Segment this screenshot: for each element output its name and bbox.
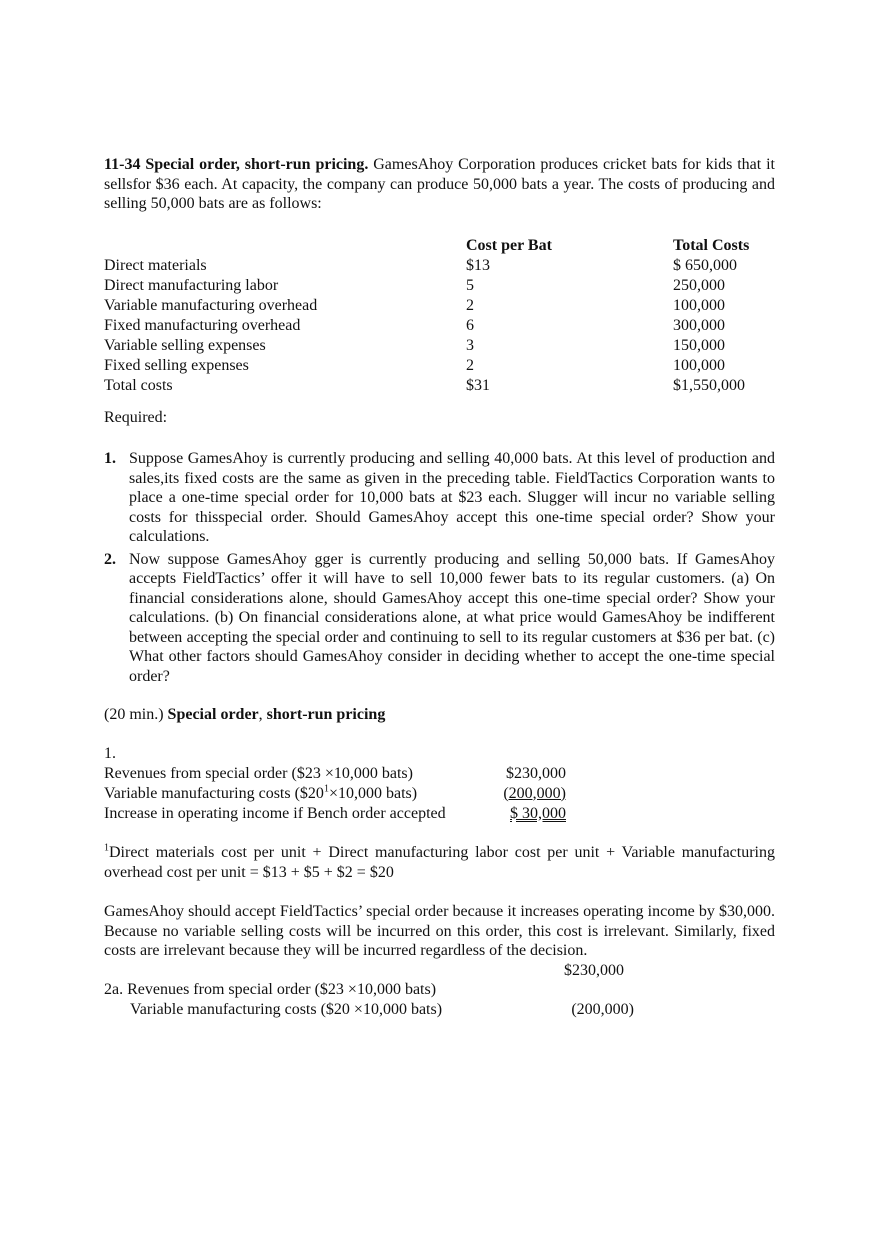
- solution-time: (20 min.): [104, 706, 164, 723]
- table-row: [104, 763, 566, 783]
- table-row: Fixed manufacturing overhead 6 300,000: [104, 317, 725, 334]
- stray-amount: $230,000: [564, 961, 624, 979]
- footnote: $^1$Direct materials cost per unit + Direct manufacturing labor cost per unit + Variable manufacturing overhead cost per unit = $13 + $5 + $2 = $20: [104, 842, 775, 881]
- solution-title-sep: ,: [258, 706, 267, 723]
- cost-table: [104, 236, 775, 396]
- document-page: [104, 155, 775, 1020]
- calc-amount: $ 30,000: [510, 804, 566, 822]
- calc-table: [104, 763, 566, 823]
- cost-table-header: [104, 236, 775, 256]
- requirement-text: Now suppose GamesAhoy gger is currently producing and selling 50,000 bats. If GamesAhoy accepts FieldTactics’ offer it will have to sell 10,000 fewer bats to its regular customers. (a) On financial considerations alone, should GamesAhoy accept this one-time special order? Show your calculations. (b) On financial considerations alone, at what price would GamesAhoy be indifferent between accepting the special order and continuing to sell to its regular customers at $36 per bat. (c) What other factors should GamesAhoy consider in deciding whether to accept the one-time special order?: [129, 550, 775, 685]
- required-label: Required:: [104, 408, 168, 426]
- solution-title-a: Special order: [167, 706, 259, 723]
- table-row: Total costs $31 $1,550,000: [104, 377, 745, 394]
- part1-label: 1.: [104, 744, 116, 762]
- problem-text: GamesAhoy Corporation produces cricket bats for kids that it sellsfor $36 each. At capacity, the company can produce 50,000 bats a year. The costs of producing and selling 50,000 bats are as follows:: [104, 156, 776, 212]
- calc-amount: $230,000: [506, 764, 566, 782]
- table-row: Variable selling expenses 3 150,000: [104, 337, 725, 354]
- calc-label: Revenues from special order ($23 ×10,000 bats): [104, 764, 413, 782]
- calc-amount: (200,000): [503, 784, 566, 802]
- requirement-number: 2.: [104, 550, 116, 568]
- conclusion-text: GamesAhoy should accept FieldTactics’ special order because it increases operating income by $30,000. Because no variable selling costs will be incurred on this order, this cost is irrelevant. Similarly, fixed costs are irrelevant because they will be incurred regardless of the decision.: [104, 903, 775, 959]
- calc-label: Variable manufacturing costs ($\$20^1\times 10,000$ bats): [104, 783, 418, 802]
- table-row: [104, 803, 566, 823]
- table-row: Direct materials $13 $ 650,000: [104, 257, 737, 274]
- part2a-line1: 2a. Revenues from special order ($23 ×10,000 bats): [104, 981, 437, 998]
- list-item: [104, 449, 775, 547]
- requirement-text: Suppose GamesAhoy is currently producing and selling 40,000 bats. At this level of production and sales,its fixed costs are the same as given in the preceding table. FieldTactics Corporation wants to place a one-time special order for 10,000 bats at $23 each. Slugger will incur no variable selling costs for thisspecial order. Should GamesAhoy accept this one-time special order? Show your calculations.: [129, 450, 775, 545]
- header-total-costs: Total Costs: [673, 236, 750, 254]
- header-item: [104, 236, 466, 256]
- header-cost-per-bat: Cost per Bat: [466, 236, 552, 254]
- part2a-line2: Variable manufacturing costs ($20 ×10,000 bats) (200,000): [130, 1001, 634, 1018]
- problem-title: 11-34 Special order, short-run pricing.: [104, 156, 369, 173]
- list-item: [104, 550, 775, 687]
- solution-heading: [104, 705, 775, 725]
- problem-intro: [104, 155, 775, 214]
- calc-label: Increase in operating income if Bench order accepted: [104, 804, 446, 822]
- requirements-list: [104, 449, 775, 686]
- part2a: [104, 980, 775, 1020]
- table-row: Fixed selling expenses 2 100,000: [104, 357, 725, 374]
- table-row: Variable manufacturing overhead 2 100,000: [104, 297, 725, 314]
- requirement-number: 1.: [104, 450, 116, 467]
- table-row: [104, 783, 566, 803]
- solution-title-b: short-run pricing: [266, 706, 386, 723]
- table-row: Direct manufacturing labor 5 250,000: [104, 277, 725, 294]
